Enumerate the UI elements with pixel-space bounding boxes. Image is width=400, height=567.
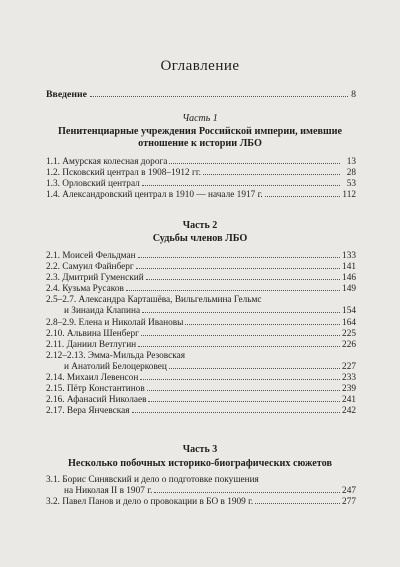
entry-title: 1.1. Амурская колесная дорога — [46, 157, 168, 167]
entry-page: 13 — [346, 157, 356, 167]
part3-title-line: Несколько побочных историко-биографических сюжетов — [67, 458, 333, 469]
toc-entry[interactable] — [46, 251, 356, 262]
toc-title: Оглавление — [160, 58, 240, 74]
toc-entry[interactable] — [46, 318, 356, 329]
entry-page: 112 — [342, 190, 356, 201]
entry-page: 133 — [342, 251, 356, 261]
entry-title: 2.11. Даниил Ветлугин — [46, 339, 137, 350]
entry-page: 146 — [342, 273, 356, 284]
entry-page: 53 — [346, 179, 356, 190]
toc-entry[interactable] — [46, 373, 356, 384]
entry-page: 242 — [342, 406, 356, 417]
entry-row — [46, 384, 356, 395]
entry-continuation — [46, 306, 356, 317]
toc-entry[interactable] — [46, 329, 356, 340]
leader-dots — [169, 163, 340, 164]
entry-row — [46, 329, 356, 340]
entry-title: 2.10. Альвина Шенберг — [46, 328, 139, 339]
leader-dots — [136, 268, 340, 269]
leader-dots — [142, 185, 340, 186]
toc-entry[interactable] — [46, 157, 356, 168]
entry-title: 2.4. Кузьма Русаков — [46, 284, 124, 295]
entry-row — [46, 262, 356, 273]
leader-dots — [203, 174, 340, 175]
entry-page: 28 — [346, 168, 356, 179]
entry-title-cont: и Анатолий Белоцерковец — [64, 361, 167, 372]
toc-entry[interactable] — [46, 384, 356, 395]
entry-page: 233 — [342, 373, 356, 384]
entry-row — [46, 168, 356, 179]
leader-dots — [147, 390, 340, 391]
entry-page: 164 — [342, 317, 356, 328]
entry-title: 2.17. Вера Янчевская — [46, 406, 130, 417]
part3-label: Часть 3 — [182, 444, 218, 455]
entry-title-cont: на Николая II в 1907 г. — [64, 486, 153, 497]
toc-entry[interactable] — [46, 395, 356, 406]
toc-entry[interactable] — [46, 475, 356, 497]
leader-dots — [255, 503, 340, 504]
part2-entries — [46, 251, 356, 417]
entry-title: 1.2. Псковский централ в 1908–1912 гг. — [46, 168, 201, 179]
entry-page: 241 — [342, 395, 356, 406]
entry-row — [46, 251, 356, 262]
entry-title: 2.5–2.7. Александра Карташёва, Вильгельмина Гельмс — [46, 295, 262, 306]
part2-label: Часть 2 — [182, 220, 218, 231]
toc-entry[interactable] — [46, 273, 356, 284]
entry-page: 141 — [342, 262, 356, 273]
toc-entry[interactable] — [46, 179, 356, 190]
entry-title: 1.4. Александровский централ в 1910 — начале 1917 г. — [46, 190, 263, 201]
part3-entries — [46, 475, 356, 508]
toc-entry[interactable] — [46, 340, 356, 351]
entry-page: 277 — [342, 497, 356, 508]
part1-entries — [46, 157, 356, 201]
leader-dots — [141, 335, 340, 336]
entry-row — [46, 395, 356, 406]
entry-title: 2.3. Дмитрий Гуменский — [46, 273, 144, 284]
entry-title: 3.2. Павел Панов и дело о провокации в БО в 1909 г. — [46, 497, 254, 508]
toc-entry-intro[interactable] — [46, 89, 356, 100]
entry-title: 1.3. Орловский централ — [46, 179, 140, 190]
leader-dots — [185, 324, 340, 325]
part2-title — [50, 233, 350, 245]
entry-page: 149 — [342, 284, 356, 295]
entry-row — [46, 406, 356, 417]
intro-page: 8 — [351, 89, 356, 100]
leader-dots — [142, 312, 340, 313]
entry-continuation — [46, 486, 356, 497]
entry-row — [46, 179, 356, 190]
entry-title: 2.16. Афанасий Николаев — [46, 395, 147, 406]
part1-title — [50, 126, 350, 150]
entry-row — [46, 373, 356, 384]
toc-entry[interactable] — [46, 284, 356, 295]
toc-entry[interactable] — [46, 295, 356, 317]
part3-title — [50, 458, 350, 470]
entry-title-cont: и Зинаида Клапина — [64, 306, 141, 317]
entry-page: 239 — [342, 384, 356, 395]
leader-dots — [169, 368, 340, 369]
entry-title: 3.1. Борис Синявский и дело о подготовке покушения — [46, 475, 259, 485]
part1-title-line: Пенитенциарные учреждения Российской империи, имевшие — [58, 126, 342, 137]
part1-title-line: отношение к истории ЛБО — [138, 138, 262, 149]
entry-page: 247 — [342, 486, 356, 497]
entry-row — [46, 318, 356, 329]
toc-entry[interactable] — [46, 262, 356, 273]
leader-dots — [138, 346, 340, 347]
leader-dots — [265, 196, 340, 197]
entry-row — [46, 190, 356, 201]
leader-dots — [140, 379, 340, 380]
toc-entry[interactable] — [46, 190, 356, 201]
leader-dots — [126, 290, 340, 291]
part1-label: Часть 1 — [182, 113, 218, 124]
entry-row — [46, 497, 356, 508]
entry-page: 227 — [342, 361, 356, 372]
leader-dots — [138, 257, 340, 258]
entry-page: 154 — [342, 306, 356, 317]
entry-page: 225 — [342, 328, 356, 339]
leader-dots — [90, 96, 348, 97]
intro-label: Введение — [46, 89, 87, 100]
toc-entry[interactable] — [46, 406, 356, 417]
entry-row — [46, 340, 356, 351]
entry-title: 2.1. Моисей Фельдман — [46, 251, 136, 261]
entry-title: 2.12–2.13. Эмма-Мильда Резовская — [46, 350, 185, 361]
leader-dots — [154, 492, 340, 493]
leader-dots — [132, 412, 340, 413]
entry-page: 226 — [342, 339, 356, 350]
entry-row — [46, 284, 356, 295]
entry-row — [46, 157, 356, 168]
toc-entry[interactable] — [46, 497, 356, 508]
entry-title: 2.8–2.9. Елена и Николай Ивановы — [46, 317, 184, 328]
leader-dots — [146, 279, 340, 280]
toc-entry[interactable] — [46, 168, 356, 179]
leader-dots — [148, 401, 340, 402]
entry-title: 2.15. Пётр Константинов — [46, 384, 145, 395]
entry-row — [46, 273, 356, 284]
entry-continuation — [46, 362, 356, 373]
entry-title: 2.14. Михаил Левенсон — [46, 373, 139, 384]
toc-entry[interactable] — [46, 351, 356, 373]
entry-title: 2.2. Самуил Файнберг — [46, 262, 134, 273]
part2-title-line: Судьбы членов ЛБО — [152, 233, 248, 244]
